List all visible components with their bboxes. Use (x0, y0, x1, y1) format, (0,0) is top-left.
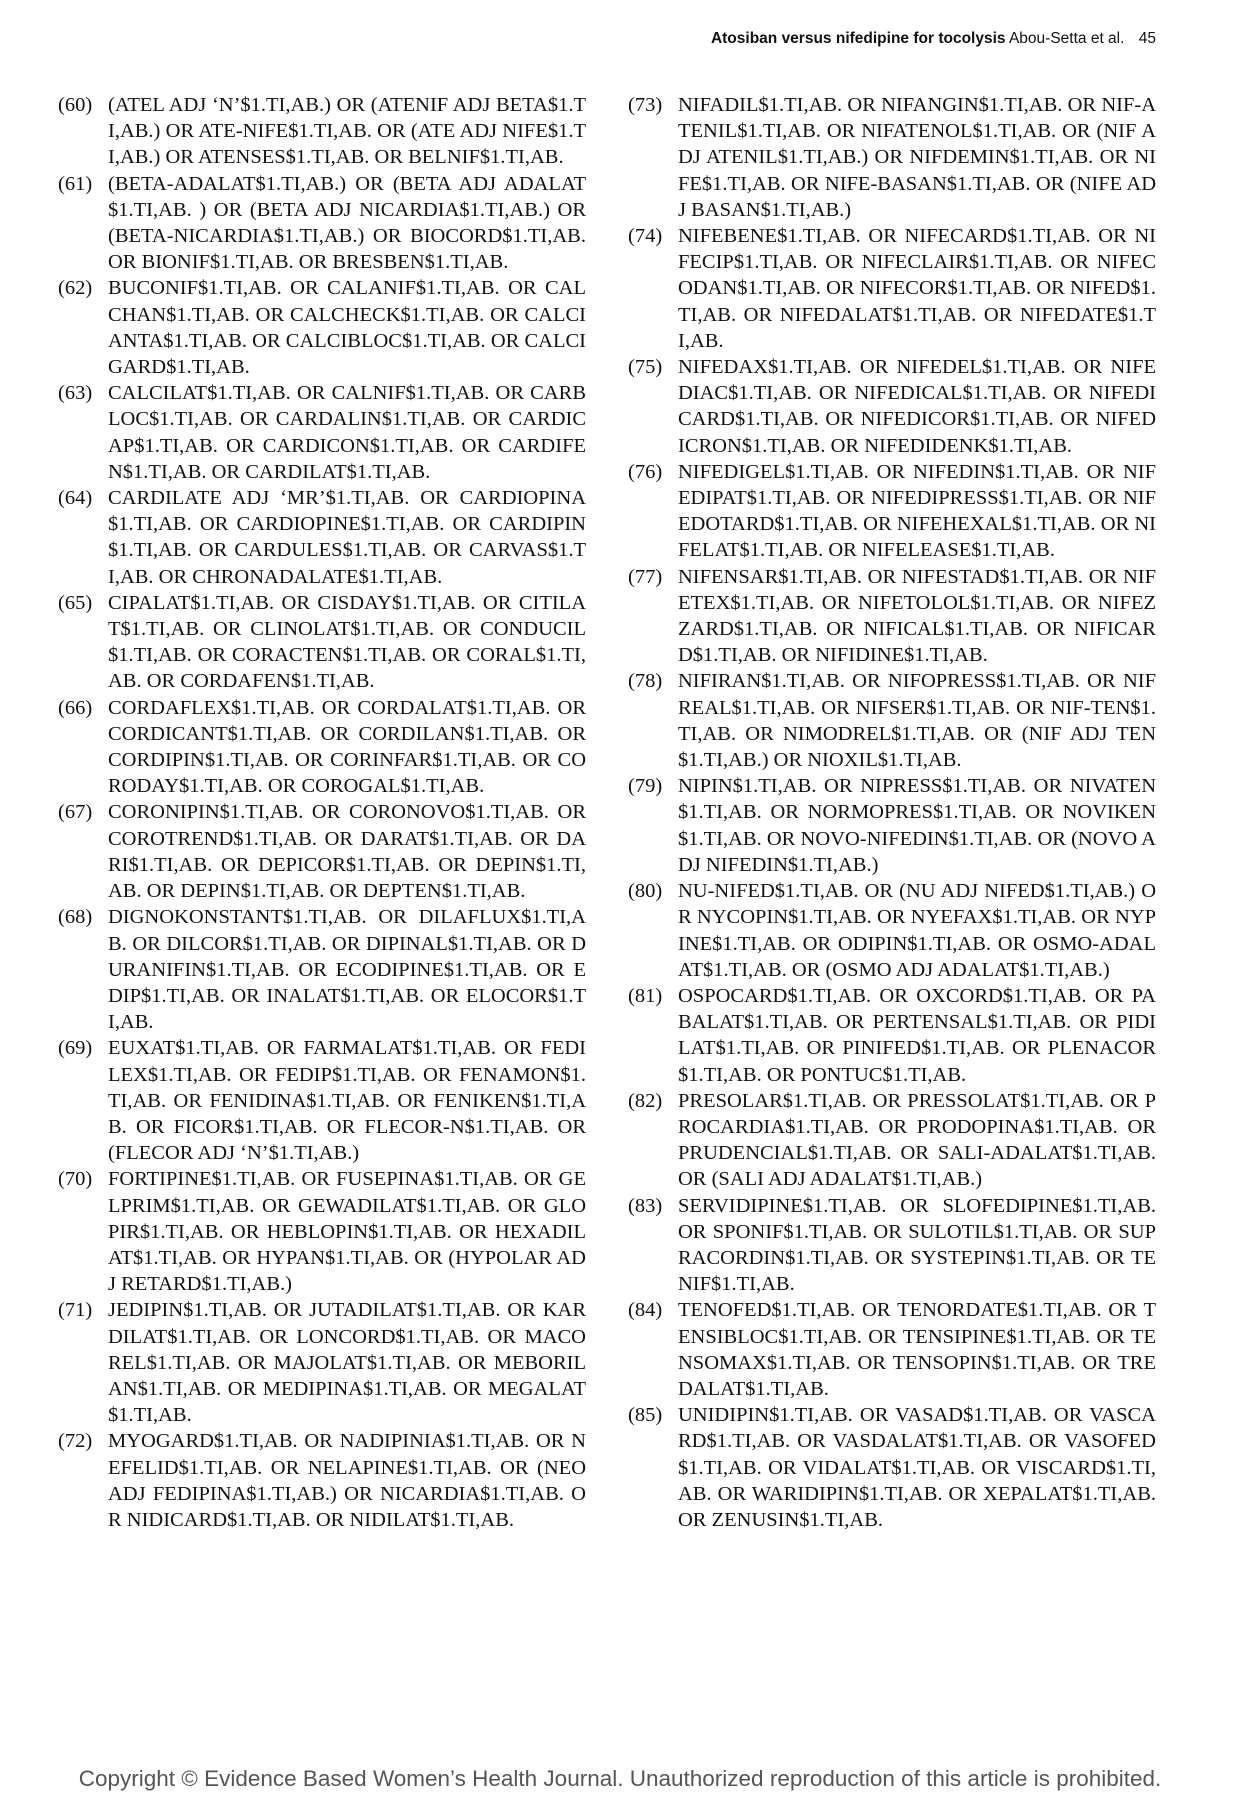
line-number: (68) (58, 906, 93, 929)
search-line (58, 1166, 586, 1297)
line-number: (83) (628, 1194, 663, 1217)
search-terms: (ATEL ADJ ‘N’$1.TI,AB.) OR (ATENIF ADJ BETA$1.TI,AB.) OR ATE-NIFE$1.TI,AB. OR (ATE ADJ NIFE$1.TI,AB.) OR ATENSES$1.TI,AB. OR BELNIF$1.TI,AB. (108, 94, 586, 169)
search-line (628, 668, 1156, 773)
search-terms: CALCILAT$1.TI,AB. OR CALNIF$1.TI,AB. OR CARBLOC$1.TI,AB. OR CARDALIN$1.TI,AB. OR CARDICAP$1.TI,AB. OR CARDICON$1.TI,AB. OR CARDIFEN$1.TI,AB. OR CARDILAT$1.TI,AB. (108, 382, 586, 483)
running-head (711, 30, 1156, 48)
search-terms: PRESOLAR$1.TI,AB. OR PRESSOLAT$1.TI,AB. OR PROCARDIA$1.TI,AB. OR PRODOPINA$1.TI,AB. OR PRUDENCIAL$1.TI,AB. OR SALI-ADALAT$1.TI,AB. OR (SALI ADJ ADALAT$1.TI,AB.) (678, 1089, 1156, 1191)
search-line (628, 1088, 1156, 1193)
running-head-authors: Abou-Setta et al. (1008, 30, 1125, 47)
search-terms: NIFEBENE$1.TI,AB. OR NIFECARD$1.TI,AB. OR NIFECIP$1.TI,AB. OR NIFECLAIR$1.TI,AB. OR NIFECODAN$1.TI,AB. OR NIFECOR$1.TI,AB. OR NIFED$1.TI,AB. OR NIFEDALAT$1.TI,AB. OR NIFEDATE$1.TI,AB. (678, 225, 1156, 352)
line-number: (77) (628, 565, 663, 588)
line-number: (66) (58, 696, 93, 719)
page-number: 45 (1138, 30, 1156, 47)
search-terms: CARDILATE ADJ ‘MR’$1.TI,AB. OR CARDIOPINA$1.TI,AB. OR CARDIOPINE$1.TI,AB. OR CARDIPIN$1.TI,AB. OR CARDULES$1.TI,AB. OR CARVAS$1.TI,AB. OR CHRONADALATE$1.TI,AB. (108, 487, 586, 588)
line-number: (82) (628, 1089, 663, 1112)
line-number: (73) (628, 94, 663, 116)
line-number: (62) (58, 277, 93, 300)
search-line (628, 773, 1156, 878)
search-terms: NU-NIFED$1.TI,AB. OR (NU ADJ NIFED$1.TI,AB.) OR NYCOPIN$1.TI,AB. OR NYEFAX$1.TI,AB. OR NYPINE$1.TI,AB. OR ODIPIN$1.TI,AB. OR OSMO-ADALAT$1.TI,AB. OR (OSMO ADJ ADALAT$1.TI,AB.) (678, 880, 1156, 981)
right-column (628, 92, 1156, 1533)
search-line (58, 485, 586, 590)
search-line (628, 983, 1156, 1088)
search-terms: EUXAT$1.TI,AB. OR FARMALAT$1.TI,AB. OR FEDILEX$1.TI,AB. OR FEDIP$1.TI,AB. OR FENAMON$1.TI,AB. OR FENIDINA$1.TI,AB. OR FENIKEN$1.TI,AB. OR FICOR$1.TI,AB. OR FLECOR-N$1.TI,AB. OR (FLECOR ADJ ‘N’$1.TI,AB.) (108, 1037, 586, 1165)
left-column (58, 92, 586, 1533)
line-number: (69) (58, 1037, 93, 1060)
search-terms: OSPOCARD$1.TI,AB. OR OXCORD$1.TI,AB. OR PABALAT$1.TI,AB. OR PERTENSAL$1.TI,AB. OR PIDILAT$1.TI,AB. OR PINIFED$1.TI,AB. OR PLENACOR$1.TI,AB. OR PONTUC$1.TI,AB. (678, 984, 1156, 1086)
search-line (628, 878, 1156, 983)
search-line (58, 275, 586, 380)
line-number: (63) (58, 382, 93, 405)
search-line (628, 354, 1156, 459)
search-terms: NIFENSAR$1.TI,AB. OR NIFESTAD$1.TI,AB. OR NIFETEX$1.TI,AB. OR NIFETOLOL$1.TI,AB. OR NIFEZZARD$1.TI,AB. OR NIFICAL$1.TI,AB. OR NIFICARD$1.TI,AB. OR NIFIDINE$1.TI,AB. (678, 565, 1156, 667)
line-number: (65) (58, 591, 93, 614)
search-line (628, 564, 1156, 669)
search-line (58, 171, 586, 276)
search-terms: MYOGARD$1.TI,AB. OR NADIPINIA$1.TI,AB. OR NEFELID$1.TI,AB. OR NELAPINE$1.TI,AB. OR (NEO ADJ FEDIPINA$1.TI,AB.) OR NICARDIA$1.TI,AB. OR NIDICARD$1.TI,AB. OR NIDILAT$1.TI,AB. (108, 1430, 586, 1531)
running-head-title: Atosiban versus nifedipine for tocolysis (710, 30, 1006, 47)
search-line (58, 590, 586, 695)
search-terms: BUCONIF$1.TI,AB. OR CALANIF$1.TI,AB. OR CALCHAN$1.TI,AB. OR CALCHECK$1.TI,AB. OR CALCIANTA$1.TI,AB. OR CALCIBLOC$1.TI,AB. OR CALCIGARD$1.TI,AB. (108, 277, 586, 379)
search-line (628, 1193, 1156, 1298)
search-line (628, 1402, 1156, 1533)
line-number: (76) (628, 460, 663, 483)
line-number: (70) (58, 1168, 93, 1191)
search-terms: TENOFED$1.TI,AB. OR TENORDATE$1.TI,AB. OR TENSIBLOC$1.TI,AB. OR TENSIPINE$1.TI,AB. OR TENSOMAX$1.TI,AB. OR TENSOPIN$1.TI,AB. OR TREDALAT$1.TI,AB. (678, 1299, 1156, 1400)
search-terms: JEDIPIN$1.TI,AB. OR JUTADILAT$1.TI,AB. OR KARDILAT$1.TI,AB. OR LONCORD$1.TI,AB. OR MACOREL$1.TI,AB. OR MAJOLAT$1.TI,AB. OR MEBORILAN$1.TI,AB. OR MEDIPINA$1.TI,AB. OR MEGALAT$1.TI,AB. (108, 1299, 586, 1427)
line-number: (78) (628, 670, 663, 693)
search-terms: CORDAFLEX$1.TI,AB. OR CORDALAT$1.TI,AB. OR CORDICANT$1.TI,AB. OR CORDILAN$1.TI,AB. OR CORDIPIN$1.TI,AB. OR CORINFAR$1.TI,AB. OR CORODAY$1.TI,AB. OR COROGAL$1.TI,AB. (108, 696, 586, 798)
search-terms: NIPIN$1.TI,AB. OR NIPRESS$1.TI,AB. OR NIVATEN$1.TI,AB. OR NORMOPRES$1.TI,AB. OR NOVIKEN$1.TI,AB. OR NOVO-NIFEDIN$1.TI,AB. OR (NOVO ADJ NIFEDIN$1.TI,AB.) (678, 775, 1156, 876)
search-terms: (BETA-ADALAT$1.TI,AB.) OR (BETA ADJ ADALAT$1.TI,AB. ) OR (BETA ADJ NICARDIA$1.TI,AB.) OR (BETA-NICARDIA$1.TI,AB.) OR BIOCORD$1.TI,AB. OR BIONIF$1.TI,AB. OR BRESBEN$1.TI,AB. (108, 172, 586, 274)
search-line (628, 223, 1156, 354)
line-number: (71) (58, 1299, 93, 1322)
search-line (58, 695, 586, 800)
search-terms: NIFADIL$1.TI,AB. OR NIFANGIN$1.TI,AB. OR NIF-ATENIL$1.TI,AB. OR NIFATENOL$1.TI,AB. OR (NIF ADJ ATENIL$1.TI,AB.) OR NIFDEMIN$1.TI,AB. OR NIFE$1.TI,AB. OR NIFE-BASAN$1.TI,AB. OR (NIFE ADJ BASAN$1.TI,AB.) (678, 94, 1156, 221)
line-number: (85) (628, 1404, 663, 1427)
search-terms: NIFEDIGEL$1.TI,AB. OR NIFEDIN$1.TI,AB. OR NIFEDIPAT$1.TI,AB. OR NIFEDIPRESS$1.TI,AB. OR NIFEDOTARD$1.TI,AB. OR NIFEHEXAL$1.TI,AB. OR NIFELAT$1.TI,AB. OR NIFELEASE$1.TI,AB. (678, 460, 1156, 562)
search-terms: UNIDIPIN$1.TI,AB. OR VASAD$1.TI,AB. OR VASCARD$1.TI,AB. OR VASDALAT$1.TI,AB. OR VASOFED$1.TI,AB. OR VIDALAT$1.TI,AB. OR VISCARD$1.TI,AB. OR WARIDIPIN$1.TI,AB. OR XEPALAT$1.TI,AB. OR ZENUSIN$1.TI,AB. (678, 1404, 1156, 1531)
search-terms: FORTIPINE$1.TI,AB. OR FUSEPINA$1.TI,AB. OR GELPRIM$1.TI,AB. OR GEWADILAT$1.TI,AB. OR GLOPIR$1.TI,AB. OR HEBLOPIN$1.TI,AB. OR HEXADILAT$1.TI,AB. OR HYPAN$1.TI,AB. OR (HYPOLAR ADJ RETARD$1.TI,AB.) (108, 1168, 586, 1296)
search-terms: NIFEDAX$1.TI,AB. OR NIFEDEL$1.TI,AB. OR NIFEDIAC$1.TI,AB. OR NIFEDICAL$1.TI,AB. OR NIFEDICARD$1.TI,AB. OR NIFEDICOR$1.TI,AB. OR NIFEDICRON$1.TI,AB. OR NIFEDIDENK$1.TI,AB. (678, 356, 1156, 457)
line-number: (81) (628, 984, 663, 1007)
line-number: (84) (628, 1299, 663, 1322)
search-line (628, 92, 1156, 223)
line-number: (75) (628, 356, 663, 379)
search-line (58, 1297, 586, 1428)
search-line (58, 904, 586, 1035)
line-number: (79) (628, 775, 663, 798)
line-number: (74) (628, 225, 663, 248)
search-terms: SERVIDIPINE$1.TI,AB. OR SLOFEDIPINE$1.TI,AB. OR SPONIF$1.TI,AB. OR SULOTIL$1.TI,AB. OR SUPRACORDIN$1.TI,AB. OR SYSTEPIN$1.TI,AB. OR TENIF$1.TI,AB. (678, 1194, 1156, 1296)
copyright-footer: Copyright © Evidence Based Women’s Health Journal. Unauthorized reproduction of this article is prohibited. (78, 1766, 1162, 1791)
search-line (628, 1297, 1156, 1402)
search-line (58, 1035, 586, 1166)
line-number: (80) (628, 880, 663, 903)
search-terms: CORONIPIN$1.TI,AB. OR CORONOVO$1.TI,AB. OR COROTREND$1.TI,AB. OR DARAT$1.TI,AB. OR DARI$1.TI,AB. OR DEPICOR$1.TI,AB. OR DEPIN$1.TI,AB. OR DEPIN$1.TI,AB. OR DEPTEN$1.TI,AB. (108, 801, 586, 903)
line-number: (61) (58, 172, 93, 195)
search-line (58, 92, 586, 171)
line-number: (72) (58, 1430, 93, 1453)
line-number: (64) (58, 487, 93, 510)
search-terms: NIFIRAN$1.TI,AB. OR NIFOPRESS$1.TI,AB. OR NIFREAL$1.TI,AB. OR NIFSER$1.TI,AB. OR NIF-TEN$1.TI,AB. OR NIMODREL$1.TI,AB. OR (NIF ADJ TEN$1.TI,AB.) OR NIOXIL$1.TI,AB. (678, 670, 1156, 772)
search-line (628, 459, 1156, 564)
search-terms: CIPALAT$1.TI,AB. OR CISDAY$1.TI,AB. OR CITILAT$1.TI,AB. OR CLINOLAT$1.TI,AB. OR CONDUCIL$1.TI,AB. OR CORACTEN$1.TI,AB. OR CORAL$1.TI,AB. OR CORDAFEN$1.TI,AB. (108, 591, 586, 693)
search-terms: DIGNOKONSTANT$1.TI,AB. OR DILAFLUX$1.TI,AB. OR DILCOR$1.TI,AB. OR DIPINAL$1.TI,AB. OR DURANIFIN$1.TI,AB. OR ECODIPINE$1.TI,AB. OR EDIP$1.TI,AB. OR INALAT$1.TI,AB. OR ELOCOR$1.TI,AB. (108, 906, 586, 1034)
search-line (58, 380, 586, 485)
search-line (58, 799, 586, 904)
search-line (58, 1428, 586, 1533)
line-number: (67) (58, 801, 93, 824)
line-number: (60) (58, 94, 93, 116)
